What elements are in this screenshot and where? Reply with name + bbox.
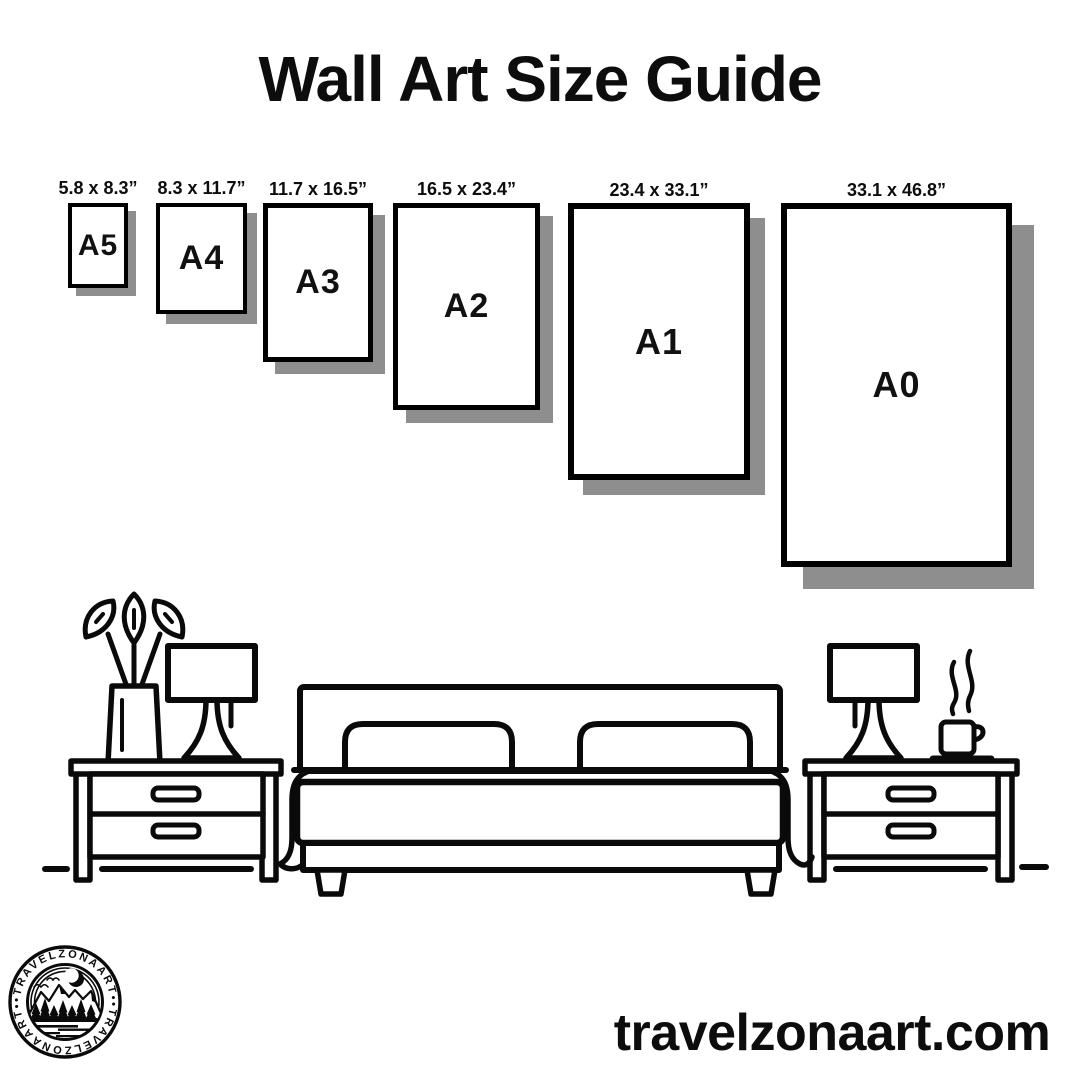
logo-arc-text-bottom: •TRAVELZONAART•: [10, 1001, 120, 1056]
cup-icon: [941, 722, 974, 754]
size-dimensions-a4: 8.3 x 11.7”: [157, 178, 246, 198]
mattress: [297, 782, 783, 843]
size-card-a5: [58, 178, 138, 288]
blanket-drape: [280, 770, 312, 869]
size-code-a5: A5: [77, 228, 119, 262]
leaf-icon: [124, 594, 144, 643]
size-code-a0: A0: [872, 364, 921, 405]
ground-dashes: [45, 867, 1046, 869]
logo-arc-text-top: •TRAVELZONAART•: [10, 948, 120, 1003]
coffee-cup-with-steam: [933, 651, 991, 759]
table-lamp-left: [168, 646, 255, 758]
leaf-icon: [154, 601, 183, 637]
leaf-icon: [85, 601, 114, 637]
size-dimensions-a2: 16.5 x 23.4”: [416, 179, 517, 199]
blanket-drape: [768, 770, 812, 865]
moon-icon: [64, 968, 84, 987]
size-card-a3: [263, 179, 373, 362]
size-dimensions-a3: 11.7 x 16.5”: [268, 179, 368, 199]
brand-logo: [0, 930, 140, 1080]
flower-vase: [85, 594, 183, 763]
size-code-a3: A3: [295, 263, 341, 301]
size-dimensions-a0: 33.1 x 46.8”: [846, 180, 947, 200]
size-code-a1: A1: [634, 320, 684, 362]
size-card-a4: [156, 178, 247, 314]
website-url: travelzonaart.com: [613, 1004, 1051, 1062]
nightstand-right: [805, 761, 1017, 880]
steam-icon: [968, 651, 973, 711]
drawer-handle: [153, 825, 199, 837]
nightstand-left: [71, 761, 281, 880]
pillow: [345, 724, 512, 770]
pillow: [580, 724, 750, 770]
drawer-handle: [888, 825, 934, 837]
size-code-a4: A4: [178, 239, 225, 277]
double-bed: [280, 687, 812, 894]
size-card-a1: [568, 180, 750, 480]
bed-base: [303, 843, 779, 870]
size-code-a2: A2: [443, 287, 490, 325]
drawer-handle: [153, 788, 199, 800]
size-card-a2: [393, 179, 540, 410]
table-lamp-right: [830, 646, 917, 758]
size-card-a0: [781, 180, 1012, 567]
drawer-handle: [888, 788, 934, 800]
cup-handle: [974, 727, 983, 740]
bed-leg: [317, 870, 345, 894]
headboard: [300, 687, 780, 771]
page-title: Wall Art Size Guide: [258, 43, 822, 115]
size-dimensions-a1: 23.4 x 33.1”: [609, 180, 709, 200]
steam-icon: [952, 662, 957, 714]
bed-leg: [747, 870, 775, 894]
size-dimensions-a5: 5.8 x 8.3”: [58, 178, 138, 198]
